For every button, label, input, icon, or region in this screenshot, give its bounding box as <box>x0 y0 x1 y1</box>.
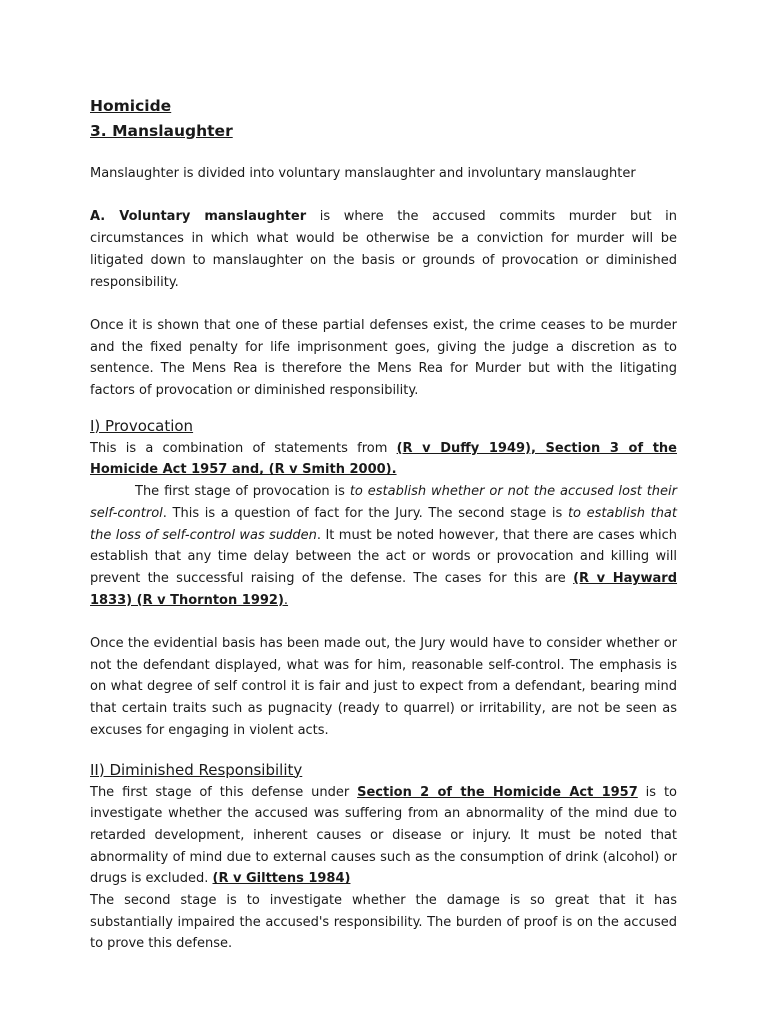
first-citation: Section 2 of the Homicide Act 1957 <box>357 784 638 800</box>
stage-end: . <box>283 592 289 608</box>
stage-b-emphasis: to establish that the loss of self-control was sudden <box>90 505 677 543</box>
evidential-paragraph: Once the evidential basis has been made out, the Jury would have to consider whether or not the defendant displayed, what was for him, reasonable self-control. The emphasis is on what degree of self control it is fair and just to expect from a defendant, bearing mind that certain traits such as pugnacity (ready to quarrel) or irritability, are not be seen as excuses for engaging in violent acts. <box>90 636 677 738</box>
stage-b: . This is a question of fact for the Jury. The second stage is <box>162 505 568 521</box>
partial-defenses-paragraph: Once it is shown that one of these partial defenses exist, the crime ceases to be murder and the fixed penalty for life imprisonment goes, giving the judge a discretion as to sentence. The Mens Rea is therefore the Mens Rea for Murder but with the litigating factors of provocation or diminished responsibility. <box>90 317 677 398</box>
voluntary-paragraph <box>90 206 677 293</box>
document-page <box>90 94 677 955</box>
first-b: is to investigate whether the accused was suffering from an abnormality of the mind due to retarded development, inherent causes or disease or injury. It must be noted that abnormality of mind due to external causes such as the consumption of drink (alcohol) or drugs is excluded. <box>90 784 678 887</box>
stage-a-emphasis: to establish whether or not the accused lost their self-control <box>90 484 677 521</box>
combination-citation: (R v Duffy 1949), Section 3 of the Homicide Act 1957 and, (R v Smith 2000). <box>90 440 677 478</box>
first-citation-2: (R v Gilttens 1984) <box>212 871 351 887</box>
stage-a: The first stage of provocation is <box>135 484 350 500</box>
diminished-second-stage: The second stage is to investigate whether the damage is so great that it has substantially impaired the accused's responsibility. The burden of proof is on the accused to prove this defense. <box>90 893 677 952</box>
combination-prefix: This is a combination of statements from <box>90 440 397 456</box>
stage-citation: (R v Hayward 1833) (R v Thornton 1992) <box>90 570 678 608</box>
provocation-combination <box>90 438 677 481</box>
document-title: Homicide <box>90 97 172 115</box>
voluntary-text: is where the accused commits murder but in circumstances in which what would be otherwise be a conviction for murder will be litigated down to manslaughter on the basis or grounds of provocation or diminished responsibility. <box>90 209 677 290</box>
first-a: The first stage of this defense under <box>90 784 358 800</box>
diminished-heading: II) Diminished Responsibility <box>90 760 303 779</box>
voluntary-term: A. Voluntary manslaughter <box>90 209 307 225</box>
provocation-heading: I) Provocation <box>90 416 194 435</box>
document-subtitle: 3. Manslaughter <box>90 122 233 140</box>
intro-paragraph: Manslaughter is divided into voluntary manslaughter and involuntary manslaughter <box>90 166 636 181</box>
diminished-first-stage <box>90 782 677 891</box>
provocation-stages <box>90 481 677 611</box>
stage-c: . It must be noted however, that there are cases which establish that any time delay between the act or words or provocation and killing will prevent the successful raising of the defense. The cases for this are <box>90 527 677 586</box>
